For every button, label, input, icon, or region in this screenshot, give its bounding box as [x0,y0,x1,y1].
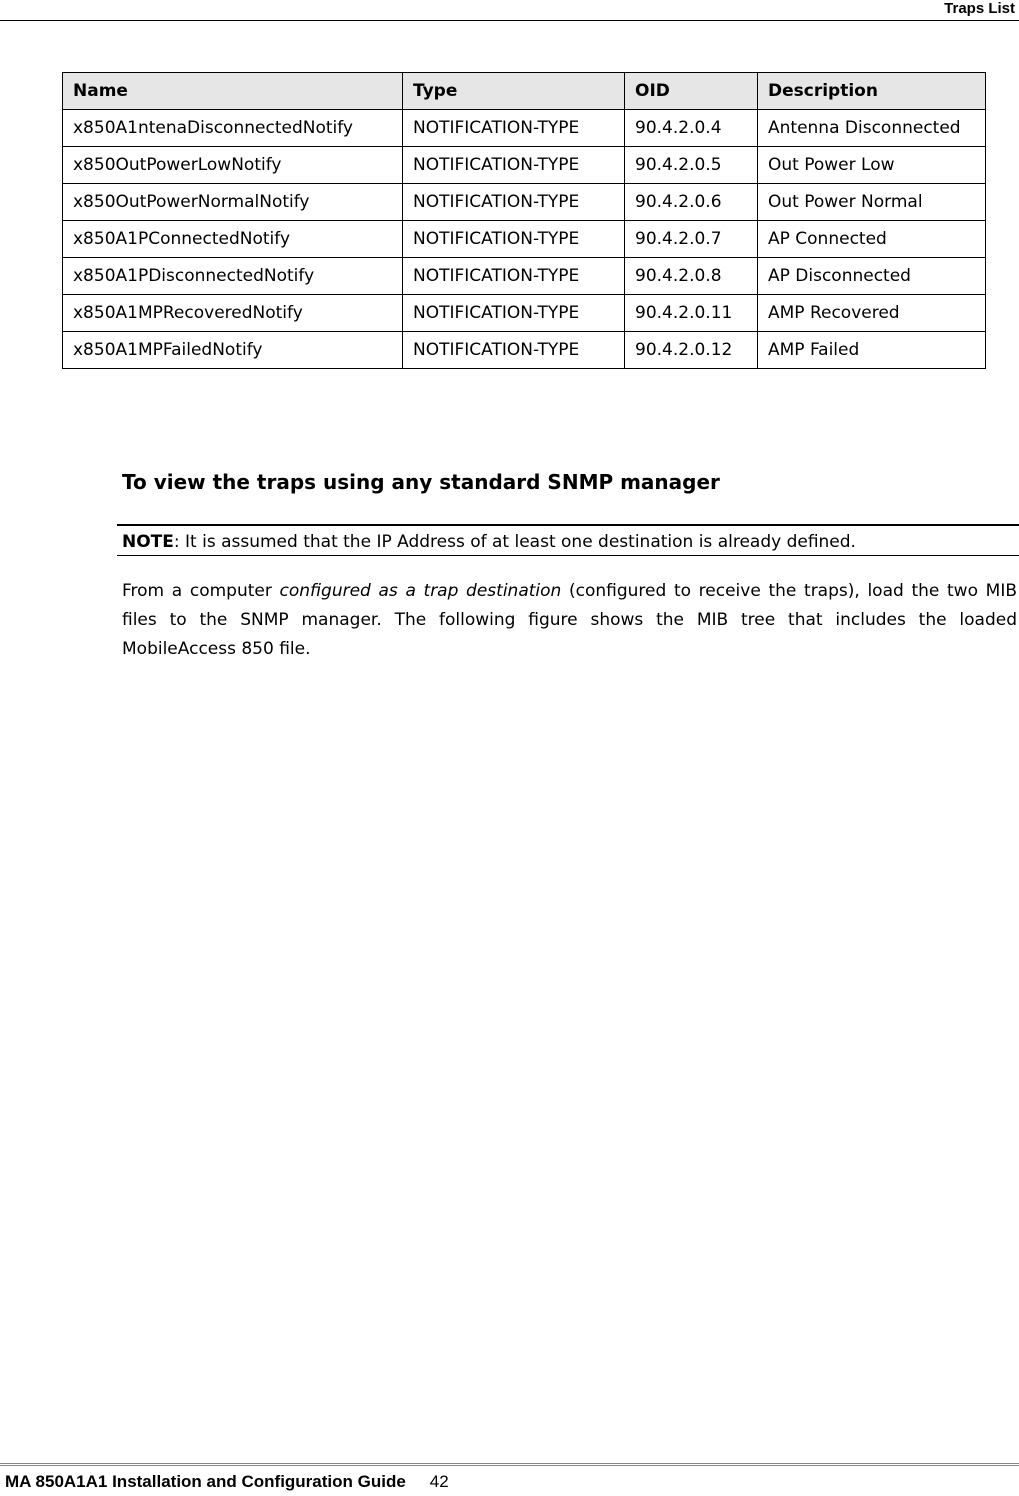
cell-type: NOTIFICATION-TYPE [403,295,625,332]
cell-type: NOTIFICATION-TYPE [403,184,625,221]
para-text-before: From a computer [122,581,280,601]
page-number: 42 [429,1472,449,1491]
section-heading: To view the traps using any standard SNMP manager [122,470,720,494]
note-box [117,524,1019,556]
cell-description: Out Power Low [758,147,986,184]
body-paragraph [122,577,1017,664]
column-header-description: Description [758,73,986,110]
cell-description: AMP Recovered [758,295,986,332]
column-header-oid: OID [625,73,758,110]
cell-type: NOTIFICATION-TYPE [403,332,625,369]
cell-type: NOTIFICATION-TYPE [403,221,625,258]
cell-oid: 90.4.2.0.4 [625,110,758,147]
cell-oid: 90.4.2.0.12 [625,332,758,369]
cell-name: x850OutPowerLowNotify [63,147,403,184]
cell-type: NOTIFICATION-TYPE [403,258,625,295]
cell-description: Antenna Disconnected [758,110,986,147]
cell-oid: 90.4.2.0.7 [625,221,758,258]
table-row [63,147,986,184]
cell-description: AP Connected [758,221,986,258]
table-row [63,332,986,369]
table-row [63,184,986,221]
cell-name: x850A1MPRecoveredNotify [63,295,403,332]
cell-name: x850OutPowerNormalNotify [63,184,403,221]
table-row [63,110,986,147]
cell-description: AP Disconnected [758,258,986,295]
cell-name: x850A1MPFailedNotify [63,332,403,369]
note-text: : It is assumed that the IP Address of at least one destination is already defined. [173,532,856,552]
table-row [63,295,986,332]
para-text-after: (configured to receive the traps), load the two MIB files to the SNMP manager. The following figure shows the MIB tree that includes the loaded MobileAccess 850 file. [122,581,1017,659]
cell-type: NOTIFICATION-TYPE [403,147,625,184]
cell-description: Out Power Normal [758,184,986,221]
column-header-name: Name [63,73,403,110]
cell-oid: 90.4.2.0.5 [625,147,758,184]
note-label: NOTE [122,532,174,552]
footer-divider [0,1463,1019,1466]
table-header-row [63,73,986,110]
header-divider [0,20,1019,21]
para-text-italic: configured as a trap destination [279,581,562,601]
running-header-title: Traps List [944,0,1015,17]
cell-oid: 90.4.2.0.6 [625,184,758,221]
cell-oid: 90.4.2.0.8 [625,258,758,295]
footer-guide-title: MA 850A1A1 Installation and Configuration Guide [5,1472,406,1491]
table-row [63,258,986,295]
cell-name: x850A1ntenaDisconnectedNotify [63,110,403,147]
cell-description: AMP Failed [758,332,986,369]
cell-name: x850A1PDisconnectedNotify [63,258,403,295]
footer [5,1472,449,1492]
traps-table [62,72,986,369]
table-row [63,221,986,258]
cell-type: NOTIFICATION-TYPE [403,110,625,147]
cell-name: x850A1PConnectedNotify [63,221,403,258]
cell-oid: 90.4.2.0.11 [625,295,758,332]
column-header-type: Type [403,73,625,110]
